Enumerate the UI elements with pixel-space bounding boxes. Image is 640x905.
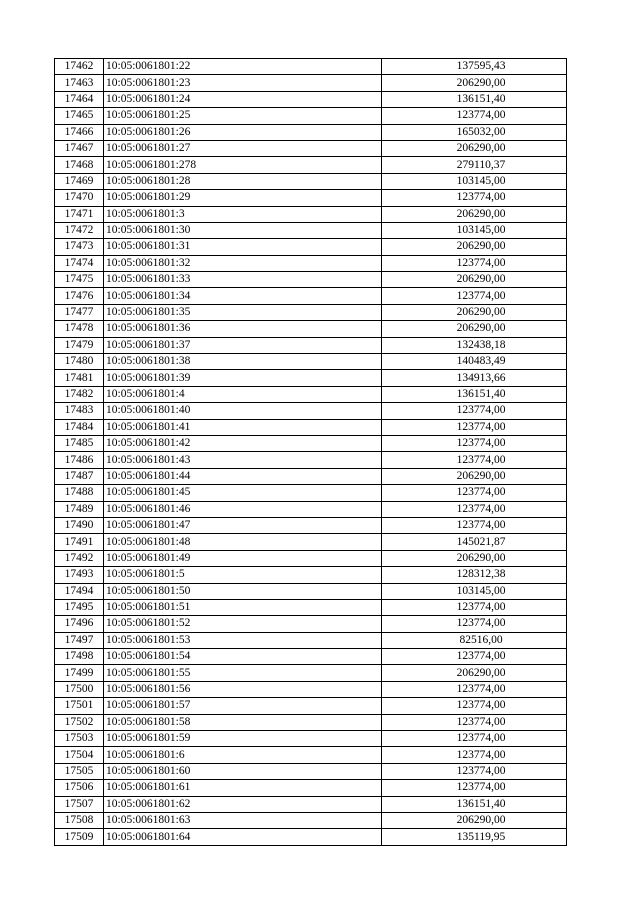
table-row [55,272,567,288]
value-cell: 123774,00 [382,681,567,697]
row-number-cell: 17479 [55,337,104,353]
row-number-cell: 17505 [55,763,104,779]
row-number-cell: 17508 [55,812,104,828]
table-row [55,763,567,779]
row-number-cell: 17499 [55,665,104,681]
cadastral-code-cell: 10:05:0061801:53 [104,632,382,648]
row-number-cell: 17478 [55,321,104,337]
table-row [55,780,567,796]
value-cell: 135119,95 [382,829,567,845]
value-cell: 123774,00 [382,108,567,124]
value-cell: 123774,00 [382,190,567,206]
row-number-cell: 17504 [55,747,104,763]
table-row [55,632,567,648]
table-row [55,59,567,75]
cadastral-code-cell: 10:05:0061801:22 [104,59,382,75]
row-number-cell: 17492 [55,550,104,566]
row-number-cell: 17468 [55,157,104,173]
cadastral-code-cell: 10:05:0061801:4 [104,386,382,402]
value-cell: 136151,40 [382,796,567,812]
table-row [55,534,567,550]
cadastral-code-cell: 10:05:0061801:5 [104,567,382,583]
row-number-cell: 17494 [55,583,104,599]
cadastral-code-cell: 10:05:0061801:34 [104,288,382,304]
value-cell: 123774,00 [382,485,567,501]
value-cell: 123774,00 [382,616,567,632]
table-row [55,140,567,156]
cadastral-code-cell: 10:05:0061801:61 [104,780,382,796]
value-cell: 132438,18 [382,337,567,353]
row-number-cell: 17474 [55,255,104,271]
value-cell: 279110,37 [382,157,567,173]
table-row [55,747,567,763]
row-number-cell: 17491 [55,534,104,550]
row-number-cell: 17473 [55,239,104,255]
value-cell: 123774,00 [382,435,567,451]
row-number-cell: 17467 [55,140,104,156]
cadastral-code-cell: 10:05:0061801:28 [104,173,382,189]
table-row [55,255,567,271]
cadastral-code-cell: 10:05:0061801:40 [104,403,382,419]
cadastral-code-cell: 10:05:0061801:42 [104,435,382,451]
row-number-cell: 17500 [55,681,104,697]
value-cell: 206290,00 [382,812,567,828]
value-cell: 123774,00 [382,714,567,730]
value-cell: 82516,00 [382,632,567,648]
table-row [55,452,567,468]
value-cell: 123774,00 [382,698,567,714]
value-cell: 206290,00 [382,140,567,156]
cadastral-code-cell: 10:05:0061801:24 [104,91,382,107]
table-row [55,239,567,255]
table-row [55,304,567,320]
table-row [55,698,567,714]
row-number-cell: 17495 [55,599,104,615]
value-cell: 165032,00 [382,124,567,140]
cadastral-code-cell: 10:05:0061801:36 [104,321,382,337]
table-row [55,206,567,222]
cadastral-code-cell: 10:05:0061801:37 [104,337,382,353]
row-number-cell: 17507 [55,796,104,812]
row-number-cell: 17502 [55,714,104,730]
row-number-cell: 17470 [55,190,104,206]
cadastral-code-cell: 10:05:0061801:31 [104,239,382,255]
table-row [55,812,567,828]
row-number-cell: 17482 [55,386,104,402]
row-number-cell: 17484 [55,419,104,435]
cadastral-code-cell: 10:05:0061801:56 [104,681,382,697]
table-row [55,649,567,665]
value-cell: 123774,00 [382,419,567,435]
table-row [55,681,567,697]
row-number-cell: 17497 [55,632,104,648]
row-number-cell: 17472 [55,222,104,238]
row-number-cell: 17509 [55,829,104,845]
table-row [55,567,567,583]
value-cell: 123774,00 [382,501,567,517]
table-row [55,386,567,402]
document-page [54,58,567,846]
value-cell: 206290,00 [382,239,567,255]
row-number-cell: 17466 [55,124,104,140]
value-cell: 123774,00 [382,747,567,763]
cadastral-code-cell: 10:05:0061801:54 [104,649,382,665]
value-cell: 206290,00 [382,304,567,320]
table-row [55,124,567,140]
cadastral-code-cell: 10:05:0061801:43 [104,452,382,468]
value-cell: 103145,00 [382,222,567,238]
row-number-cell: 17465 [55,108,104,124]
value-cell: 206290,00 [382,550,567,566]
data-table [54,58,567,846]
row-number-cell: 17503 [55,731,104,747]
value-cell: 123774,00 [382,599,567,615]
cadastral-code-cell: 10:05:0061801:27 [104,140,382,156]
table-row [55,321,567,337]
cadastral-code-cell: 10:05:0061801:30 [104,222,382,238]
cadastral-code-cell: 10:05:0061801:57 [104,698,382,714]
cadastral-code-cell: 10:05:0061801:29 [104,190,382,206]
cadastral-code-cell: 10:05:0061801:32 [104,255,382,271]
cadastral-code-cell: 10:05:0061801:49 [104,550,382,566]
row-number-cell: 17486 [55,452,104,468]
table-body [55,59,567,846]
table-row [55,435,567,451]
cadastral-code-cell: 10:05:0061801:52 [104,616,382,632]
value-cell: 123774,00 [382,763,567,779]
cadastral-code-cell: 10:05:0061801:23 [104,75,382,91]
row-number-cell: 17498 [55,649,104,665]
table-row [55,288,567,304]
table-row [55,108,567,124]
cadastral-code-cell: 10:05:0061801:33 [104,272,382,288]
cadastral-code-cell: 10:05:0061801:41 [104,419,382,435]
table-row [55,403,567,419]
value-cell: 123774,00 [382,649,567,665]
cadastral-code-cell: 10:05:0061801:35 [104,304,382,320]
row-number-cell: 17501 [55,698,104,714]
value-cell: 128312,38 [382,567,567,583]
cadastral-code-cell: 10:05:0061801:63 [104,812,382,828]
row-number-cell: 17476 [55,288,104,304]
value-cell: 134913,66 [382,370,567,386]
value-cell: 206290,00 [382,206,567,222]
value-cell: 206290,00 [382,75,567,91]
row-number-cell: 17464 [55,91,104,107]
table-row [55,714,567,730]
value-cell: 206290,00 [382,468,567,484]
cadastral-code-cell: 10:05:0061801:47 [104,517,382,533]
table-row [55,501,567,517]
cadastral-code-cell: 10:05:0061801:39 [104,370,382,386]
table-row [55,731,567,747]
cadastral-code-cell: 10:05:0061801:46 [104,501,382,517]
table-row [55,337,567,353]
value-cell: 137595,43 [382,59,567,75]
cadastral-code-cell: 10:05:0061801:6 [104,747,382,763]
cadastral-code-cell: 10:05:0061801:60 [104,763,382,779]
cadastral-code-cell: 10:05:0061801:48 [104,534,382,550]
value-cell: 123774,00 [382,288,567,304]
row-number-cell: 17483 [55,403,104,419]
table-row [55,370,567,386]
row-number-cell: 17487 [55,468,104,484]
cadastral-code-cell: 10:05:0061801:278 [104,157,382,173]
cadastral-code-cell: 10:05:0061801:50 [104,583,382,599]
table-row [55,599,567,615]
value-cell: 136151,40 [382,91,567,107]
value-cell: 206290,00 [382,665,567,681]
table-row [55,75,567,91]
cadastral-code-cell: 10:05:0061801:62 [104,796,382,812]
table-row [55,419,567,435]
row-number-cell: 17475 [55,272,104,288]
row-number-cell: 17489 [55,501,104,517]
value-cell: 123774,00 [382,452,567,468]
value-cell: 123774,00 [382,780,567,796]
table-row [55,517,567,533]
cadastral-code-cell: 10:05:0061801:25 [104,108,382,124]
row-number-cell: 17488 [55,485,104,501]
table-row [55,550,567,566]
cadastral-code-cell: 10:05:0061801:55 [104,665,382,681]
row-number-cell: 17477 [55,304,104,320]
cadastral-code-cell: 10:05:0061801:44 [104,468,382,484]
value-cell: 136151,40 [382,386,567,402]
row-number-cell: 17469 [55,173,104,189]
table-row [55,485,567,501]
row-number-cell: 17506 [55,780,104,796]
table-row [55,468,567,484]
value-cell: 123774,00 [382,403,567,419]
row-number-cell: 17480 [55,354,104,370]
cadastral-code-cell: 10:05:0061801:64 [104,829,382,845]
value-cell: 103145,00 [382,173,567,189]
cadastral-code-cell: 10:05:0061801:58 [104,714,382,730]
table-row [55,157,567,173]
table-row [55,829,567,845]
cadastral-code-cell: 10:05:0061801:45 [104,485,382,501]
cadastral-code-cell: 10:05:0061801:59 [104,731,382,747]
table-row [55,222,567,238]
row-number-cell: 17471 [55,206,104,222]
cadastral-code-cell: 10:05:0061801:51 [104,599,382,615]
row-number-cell: 17481 [55,370,104,386]
value-cell: 206290,00 [382,272,567,288]
row-number-cell: 17463 [55,75,104,91]
table-row [55,583,567,599]
value-cell: 206290,00 [382,321,567,337]
row-number-cell: 17462 [55,59,104,75]
row-number-cell: 17493 [55,567,104,583]
table-row [55,91,567,107]
table-row [55,665,567,681]
row-number-cell: 17490 [55,517,104,533]
table-row [55,616,567,632]
table-row [55,354,567,370]
value-cell: 140483,49 [382,354,567,370]
value-cell: 103145,00 [382,583,567,599]
value-cell: 123774,00 [382,255,567,271]
table-row [55,190,567,206]
row-number-cell: 17485 [55,435,104,451]
value-cell: 145021,87 [382,534,567,550]
table-row [55,796,567,812]
cadastral-code-cell: 10:05:0061801:26 [104,124,382,140]
row-number-cell: 17496 [55,616,104,632]
value-cell: 123774,00 [382,517,567,533]
cadastral-code-cell: 10:05:0061801:38 [104,354,382,370]
cadastral-code-cell: 10:05:0061801:3 [104,206,382,222]
table-row [55,173,567,189]
value-cell: 123774,00 [382,731,567,747]
